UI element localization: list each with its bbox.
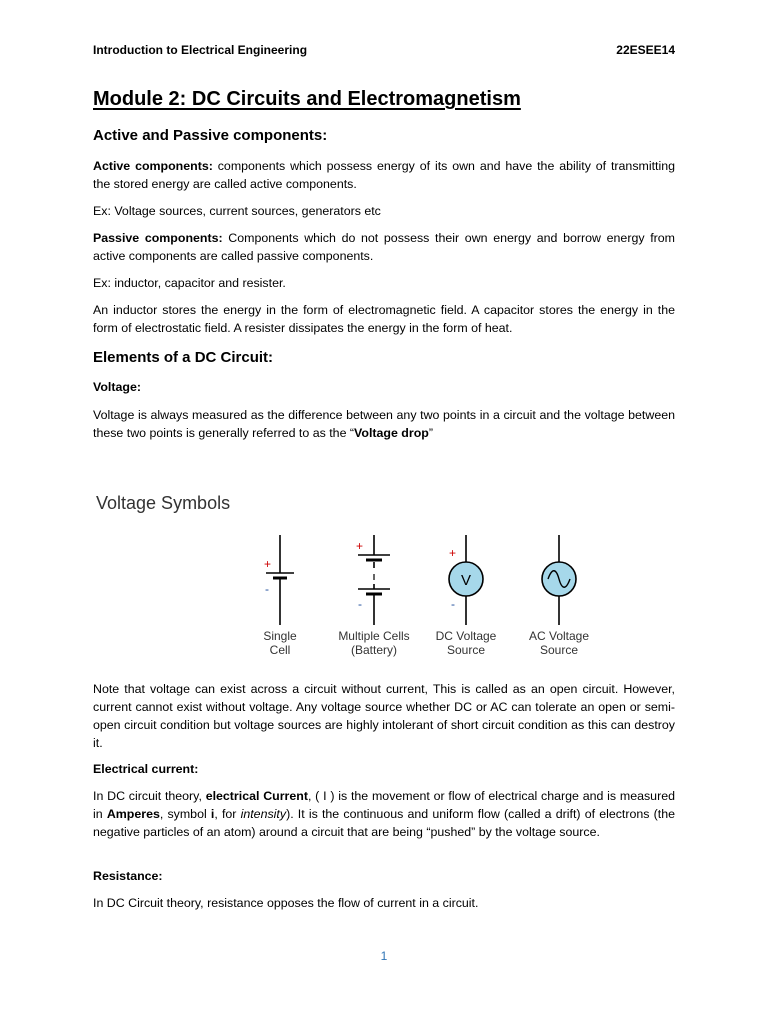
resistance-label: Resistance: — [93, 869, 163, 883]
voltage-text-2: ” — [428, 426, 433, 440]
single-cell-plus: + — [264, 557, 272, 571]
passive-text: Components which do not possess their own energy and borrow energy from active components are called passive components. — [93, 231, 675, 263]
single-cell-label-2: Cell — [269, 643, 291, 657]
course-name: Introduction to Electrical Engineering — [93, 43, 308, 57]
passive-label: Passive components: — [93, 231, 223, 245]
dc-source-plus: + — [449, 546, 457, 560]
resistance-paragraph: In DC Circuit theory, resistance opposes the flow of current in a circuit. — [93, 896, 479, 910]
battery-label-2: (Battery) — [350, 643, 398, 657]
amperes-term: Amperes — [106, 807, 160, 821]
current-text-1: In DC circuit theory, — [93, 789, 206, 803]
note-paragraph: Note that voltage can exist across a circuit without current, This is called as an open circuit. However, current cannot exist without voltage. Any voltage source whether DC or AC can tolerate an open or semi-open circuit condition but voltage sources are highly intolerant of short circuit condition as this can destroy it. — [93, 682, 675, 750]
storage-paragraph: An inductor stores the energy in the form of electromagnetic field. A capacitor stores the energy in the form of electrostatic field. A resister dissipates the energy in the form of heat. — [93, 303, 675, 335]
page-title: Module 2: DC Circuits and Electromagnetism — [93, 88, 521, 110]
dc-source-label-2: Source — [446, 643, 486, 657]
dc-source-label-1: DC Voltage — [435, 629, 497, 643]
current-term: electrical Current — [205, 789, 308, 803]
voltage-symbols-figure — [250, 530, 600, 660]
single-cell-symbol — [266, 535, 294, 625]
current-text-4: , for — [214, 807, 241, 821]
current-text-2: , ( I ) is the movement or flow of electrical charge and is measured in — [93, 789, 675, 821]
current-text-3: , symbol — [159, 807, 211, 821]
current-label: Electrical current: — [93, 762, 199, 776]
figure-title: Voltage Symbols — [96, 493, 231, 513]
battery-plus: + — [356, 539, 364, 553]
battery-label-1: Multiple Cells — [338, 629, 410, 643]
battery-minus: - — [358, 597, 362, 611]
dc-source-minus: - — [451, 597, 455, 611]
page-header — [93, 43, 675, 57]
single-cell-label-1: Single — [263, 629, 297, 643]
active-text: components which possess energy of its own and have the ability of transmitting the stored energy are called active components. — [93, 159, 676, 191]
heading-active-passive: Active and Passive components: — [93, 127, 328, 144]
ac-source-symbol — [542, 535, 576, 625]
course-code: 22ESEE14 — [616, 43, 675, 57]
current-paragraph — [93, 787, 675, 841]
dc-source-v: V — [460, 572, 472, 589]
active-label: Active components: — [93, 159, 213, 173]
symbol-i: i — [210, 807, 215, 821]
ac-source-label-2: Source — [539, 643, 579, 657]
ac-source-label-1: AC Voltage — [528, 629, 590, 643]
current-text-5: ). It is the continuous and uniform flow (called a drift) of electrons (the negative particles of an atom) around a circuit that are being “pushed” by the voltage source. — [93, 807, 675, 839]
active-example: Ex: Voltage sources, current sources, generators etc — [93, 204, 381, 218]
voltage-text-1: Voltage is always measured as the difference between any two points in a circuit and the voltage between these two points is generally referred to as the “ — [93, 408, 675, 440]
heading-dc-elements: Elements of a DC Circuit: — [93, 349, 274, 366]
passive-paragraph — [93, 229, 675, 265]
intensity-term: intensity — [240, 807, 287, 821]
voltage-drop-term: Voltage drop — [354, 426, 429, 440]
single-cell-minus: - — [265, 582, 269, 596]
page-number: 1 — [380, 949, 388, 963]
voltage-label: Voltage: — [93, 380, 141, 394]
active-paragraph — [93, 157, 675, 193]
voltage-paragraph — [93, 406, 675, 442]
passive-example: Ex: inductor, capacitor and resister. — [93, 276, 286, 290]
